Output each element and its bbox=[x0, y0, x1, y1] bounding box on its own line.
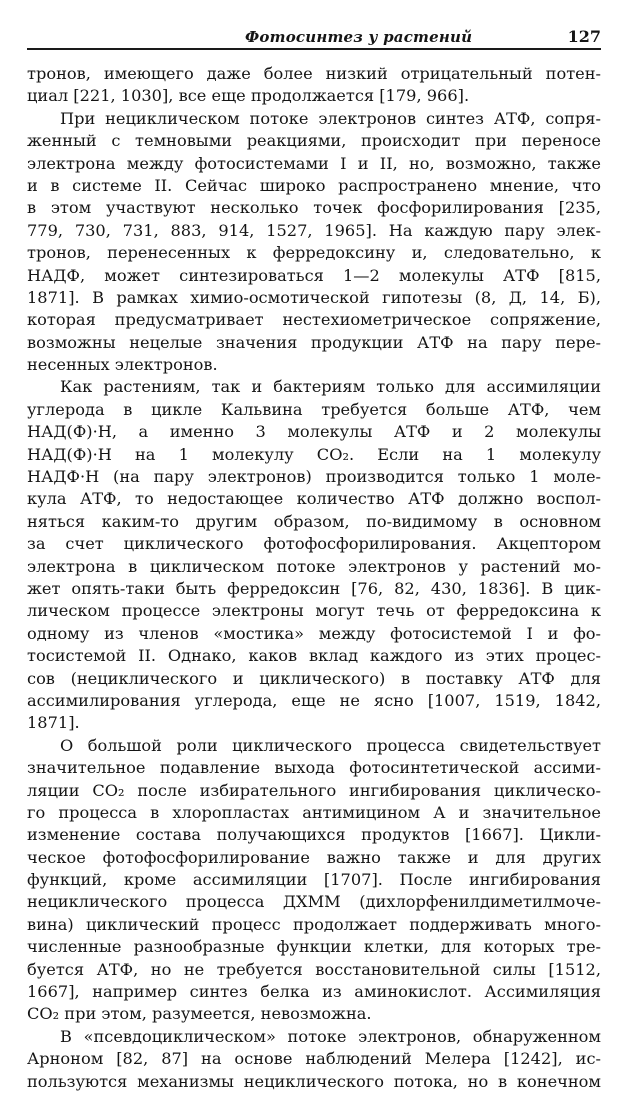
text-line: лическом процессе электроны могут течь от ферредоксина к bbox=[27, 601, 601, 621]
page-header bbox=[27, 26, 601, 50]
text-line: углерода в цикле Кальвина требуется больше АТФ, чем bbox=[27, 399, 601, 419]
text-line: пользуются механизмы нециклического потока, но в конечном bbox=[27, 1071, 601, 1091]
text-line: ческое фотофосфорилирование важно также и для других bbox=[27, 847, 601, 867]
text-line: СО₂ при этом, разумеется, невозможна. bbox=[27, 1004, 372, 1024]
text-line: Как растениям, так и бактериям только для ассимиляции bbox=[60, 377, 601, 397]
text-line: женный с темновыми реакциями, происходит при переносе bbox=[27, 131, 601, 151]
text-line: вина) циклический процесс продолжает поддерживать много- bbox=[27, 914, 601, 934]
body-text bbox=[27, 63, 601, 1093]
text-line: буется АТФ, но не требуется восстановительной силы [1512, bbox=[27, 959, 601, 979]
text-line: НАДФ·Н (на пару электронов) производится только 1 моле- bbox=[27, 467, 601, 487]
text-line: в этом участвуют несколько точек фосфорилирования [235, bbox=[27, 198, 601, 218]
text-line: которая предусматривает нестехиометрическое сопряжение, bbox=[27, 310, 601, 330]
text-line: тосистемой II. Однако, каков вклад каждого из этих процес- bbox=[27, 646, 601, 666]
text-line: При нециклическом потоке электронов синтез АТФ, сопря- bbox=[60, 108, 601, 128]
text-line: одному из членов «мостика» между фотосистемой I и фо- bbox=[27, 623, 601, 643]
text-line: НАД(Ф)·Н, а именно 3 молекулы АТФ и 2 молекулы bbox=[27, 422, 601, 442]
text-line: несенных электронов. bbox=[27, 355, 218, 375]
text-line: НАДФ, может синтезироваться 1—2 молекулы АТФ [815, bbox=[27, 265, 601, 285]
text-line: 779, 730, 731, 883, 914, 1527, 1965]. На каждую пару элек- bbox=[27, 220, 601, 240]
text-line: тронов, перенесенных к ферредоксину и, следовательно, к bbox=[27, 243, 601, 263]
text-line: и в системе II. Сейчас широко распространено мнение, что bbox=[27, 175, 601, 195]
text-line: циал [221, 1030], все еще продолжается [179, 966]. bbox=[27, 86, 470, 106]
text-line: значительное подавление выхода фотосинтетической ассими- bbox=[27, 758, 601, 778]
text-line: жет опять-таки быть ферредоксин [76, 82, 430, 1836]. В цик- bbox=[27, 578, 601, 598]
text-line: нециклического процесса ДХММ (дихлорфенилдиметилмоче- bbox=[27, 892, 601, 912]
text-line: электрона между фотосистемами I и II, но, возможно, также bbox=[27, 153, 601, 173]
text-line: го процесса в хлоропластах антимицином А и значительное bbox=[27, 802, 601, 822]
text-line: НАД(Ф)·Н на 1 молекулу СО₂. Если на 1 молекулу bbox=[27, 444, 601, 464]
running-title: Фотосинтез у растений bbox=[245, 28, 473, 46]
text-line: 1871]. bbox=[27, 713, 80, 733]
text-line: О большой роли циклического процесса свидетельствует bbox=[60, 735, 601, 755]
text-line: сов (нециклического и циклического) в поставку АТФ для bbox=[27, 668, 601, 688]
text-line: Арноном [82, 87] на основе наблюдений Мелера [1242], ис- bbox=[27, 1049, 601, 1069]
text-line: 1871]. В рамках химио-осмотической гипотезы (8, Д, 14, Б), bbox=[27, 287, 601, 307]
text-line: тронов, имеющего даже более низкий отрицательный потен- bbox=[27, 64, 601, 83]
text-line: кула АТФ, то недостающее количество АТФ должно воспол- bbox=[27, 489, 601, 509]
text-line: изменение состава получающихся продуктов [1667]. Цикли- bbox=[27, 825, 601, 845]
text-line: возможны нецелые значения продукции АТФ на пару пере- bbox=[27, 332, 601, 352]
text-line: численные разнообразные функции клетки, для которых тре- bbox=[27, 937, 601, 957]
text-line: 1667], например синтез белка из аминокислот. Ассимиляция bbox=[27, 982, 601, 1002]
text-line: няться каким-то другим образом, по-видимому в основном bbox=[27, 511, 601, 531]
text-line: функций, кроме ассимиляции [1707]. После ингибирования bbox=[27, 870, 601, 890]
text-line: ассимилирования углерода, еще не ясно [1007, 1519, 1842, bbox=[27, 690, 601, 710]
text-line: В «псевдоциклическом» потоке электронов, обнаруженном bbox=[60, 1026, 601, 1046]
text-line: за счет циклического фотофосфорилирования. Акцептором bbox=[27, 534, 601, 554]
page-number: 127 bbox=[567, 27, 601, 46]
text-line: ляции СО₂ после избирательного ингибирования циклическо- bbox=[27, 780, 601, 800]
text-line: электрона в циклическом потоке электронов у растений мо- bbox=[27, 556, 601, 576]
